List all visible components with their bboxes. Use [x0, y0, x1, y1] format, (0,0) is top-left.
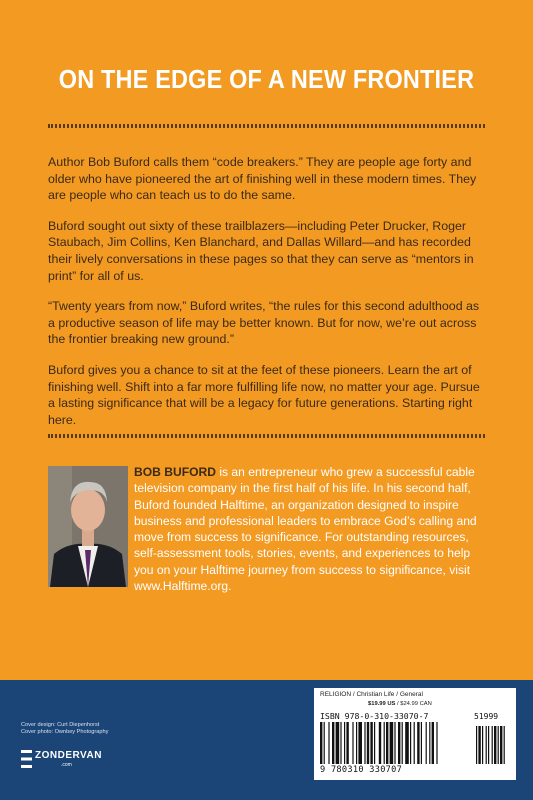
barcode-icon — [320, 722, 510, 766]
author-name: BOB BUFORD — [134, 465, 216, 479]
dotted-divider-top — [48, 124, 485, 128]
description-paragraph: Buford gives you a chance to sit at the feet of these pioneers. Learn the art of finishing well. Shift into a far more fulfilling life now, no matter your age. Pursue a lasting significance that will be a legacy for future generations. Starting right here. — [48, 362, 480, 427]
isbn: ISBN 978-0-310-33070-7 — [320, 711, 429, 721]
book-price: $19.99 US / $24.99 CAN — [368, 701, 432, 707]
description-paragraph: Buford sought out sixty of these trailblazers—including Peter Drucker, Roger Staubach, Jim Collins, Ken Blanchard, and Dallas Willard—and has recorded their lively conversations in these pages so that they can serve as “mentors in print” for all of us. — [48, 218, 474, 283]
publisher-suffix: .com — [61, 762, 72, 768]
dotted-divider-bottom — [48, 434, 485, 438]
author-photo — [48, 466, 128, 587]
zondervan-mark-icon — [21, 750, 32, 768]
author-bio-text: is an entrepreneur who grew a successful cable television company in the first half of his life. In his second half, Buford founded Halftime, an organization designed to inspire business and professional leaders to embrace God’s calling and move from success to significance. For outstanding resources, self-assessment tools, stories, events, and experiences to help you on your Halftime journey from success to significance, visit www.Halftime.org. — [134, 465, 477, 594]
publisher-name: ZONDERVAN — [35, 750, 102, 761]
cover-photo-credit: Cover photo: Ownbey Photography — [21, 729, 109, 735]
ean-number: 9 780310 330707 — [320, 765, 403, 775]
price-addon-code: 51999 — [474, 712, 499, 721]
author-bio — [134, 464, 488, 594]
description-paragraph: “Twenty years from now,” Buford writes, “the rules for this second adulthood as a productive season of life may be better known. But for now, we’re out across the frontier breaking new ground.” — [48, 299, 480, 347]
headline: ON THE EDGE OF A NEW FRONTIER — [58, 66, 475, 94]
credits — [21, 722, 108, 736]
description — [48, 154, 488, 442]
cover-design-credit: Cover design: Curt Diepenhorst — [21, 722, 100, 728]
book-category: RELIGION / Christian Life / General — [320, 691, 423, 698]
barcode-box — [314, 688, 516, 780]
description-paragraph: Author Bob Buford calls them “code breakers.” They are people age forty and older who have pioneered the art of finishing well in these modern times. They are people who can teach us to do the same. — [48, 155, 477, 203]
publisher-logo — [21, 750, 102, 772]
